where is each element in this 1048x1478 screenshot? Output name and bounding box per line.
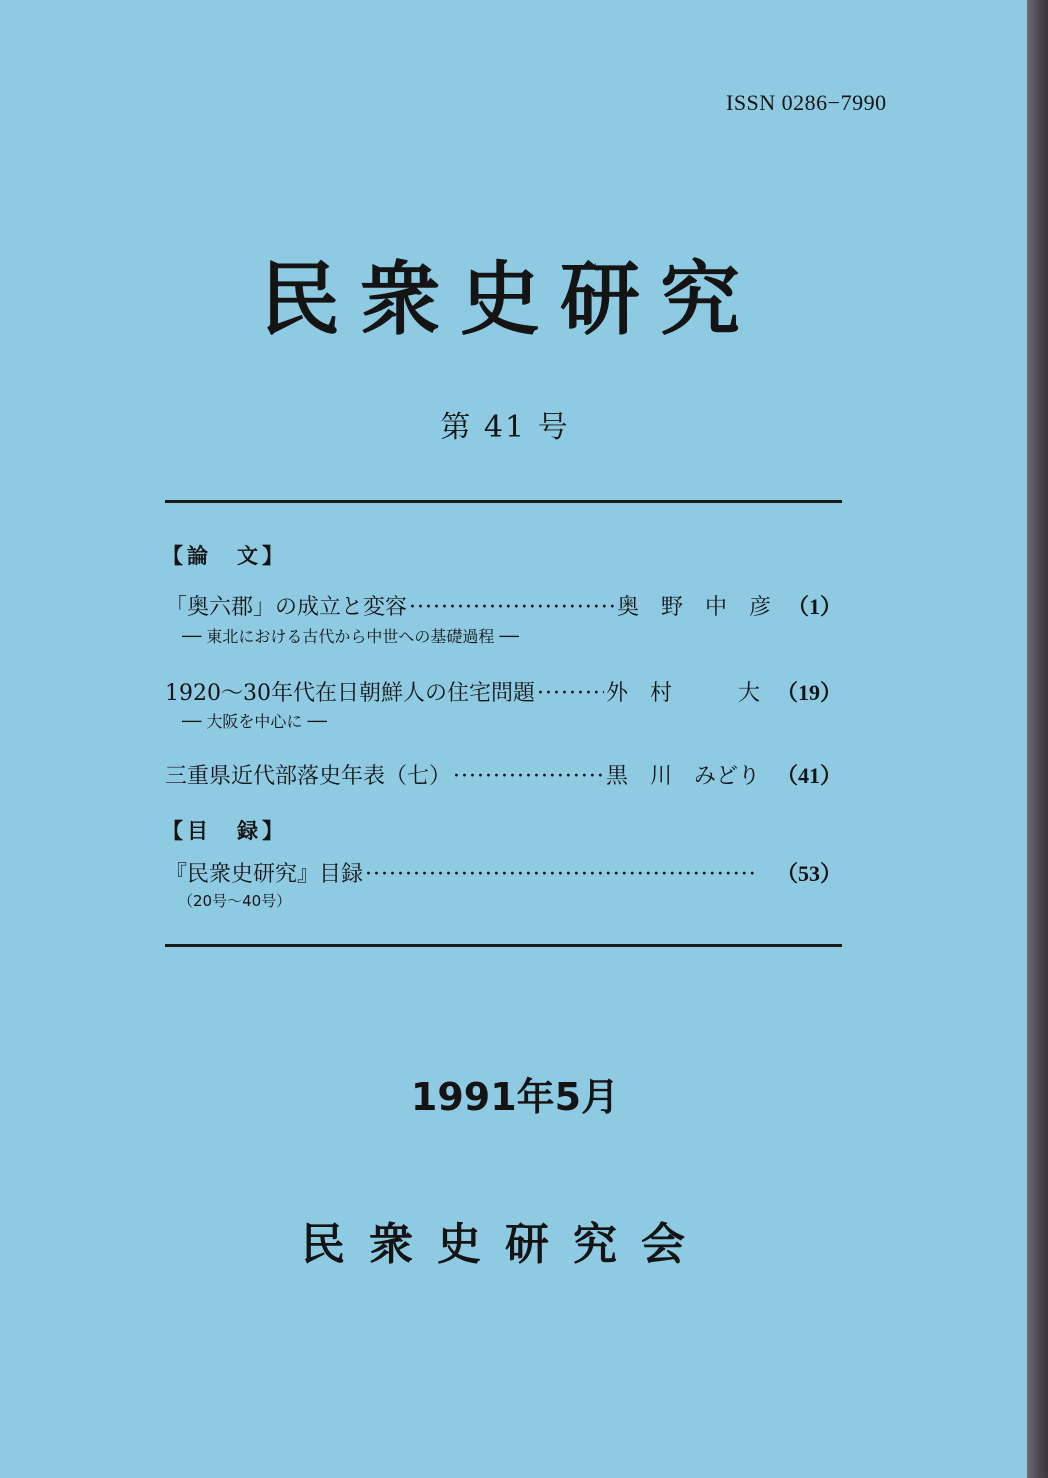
toc-entry-page: （1） — [786, 594, 842, 619]
toc-entry-3 — [165, 759, 842, 791]
catalog-section-header: 【目 録】 — [162, 819, 287, 843]
toc-entry-subtitle: ── 東北における古代から中世への基礎過程 ── — [182, 627, 519, 646]
publisher-name: 民衆史研究会 — [301, 1219, 709, 1270]
toc-entry-title: 三重県近代部落史年表（七） — [165, 764, 452, 789]
toc-entry-author: 外 村 大 — [605, 681, 760, 706]
toc-entry-author: 奥 野 中 彦 — [616, 595, 771, 620]
page-edge — [1027, 0, 1048, 1478]
bottom-divider — [165, 944, 842, 947]
toc-entry-title: 「奥六郡」の成立と変容 — [165, 595, 408, 620]
toc-entry-4 — [165, 857, 842, 889]
publication-date: 1991年5月 — [410, 1075, 620, 1119]
articles-section-header: 【論 文】 — [162, 544, 287, 568]
toc-entry-subtitle: ── 大阪を中心に ── — [182, 712, 327, 731]
issue-number: 第 41 号 — [440, 410, 570, 445]
toc-entry-page: （19） — [775, 680, 842, 705]
top-divider — [165, 500, 842, 503]
toc-entry-page: （41） — [775, 763, 842, 788]
toc-entry-1 — [165, 590, 842, 622]
leader-dots — [537, 681, 604, 706]
leader-dots — [409, 595, 615, 620]
journal-title: 民衆史研究 — [260, 252, 760, 346]
issn-number: ISSN 0286−7990 — [726, 90, 887, 115]
toc-entry-author: 黒 川 みどり — [605, 764, 760, 789]
toc-entry-subtitle: （20号〜40号） — [178, 892, 292, 910]
toc-entry-title: 『民衆史研究』目録 — [165, 862, 364, 887]
leader-dots — [365, 862, 758, 887]
toc-entry-title: 1920〜30年代在日朝鮮人の住宅問題 — [165, 681, 535, 706]
toc-entry-page: （53） — [775, 861, 842, 886]
toc-entry-2 — [165, 676, 842, 708]
leader-dots — [453, 764, 604, 789]
